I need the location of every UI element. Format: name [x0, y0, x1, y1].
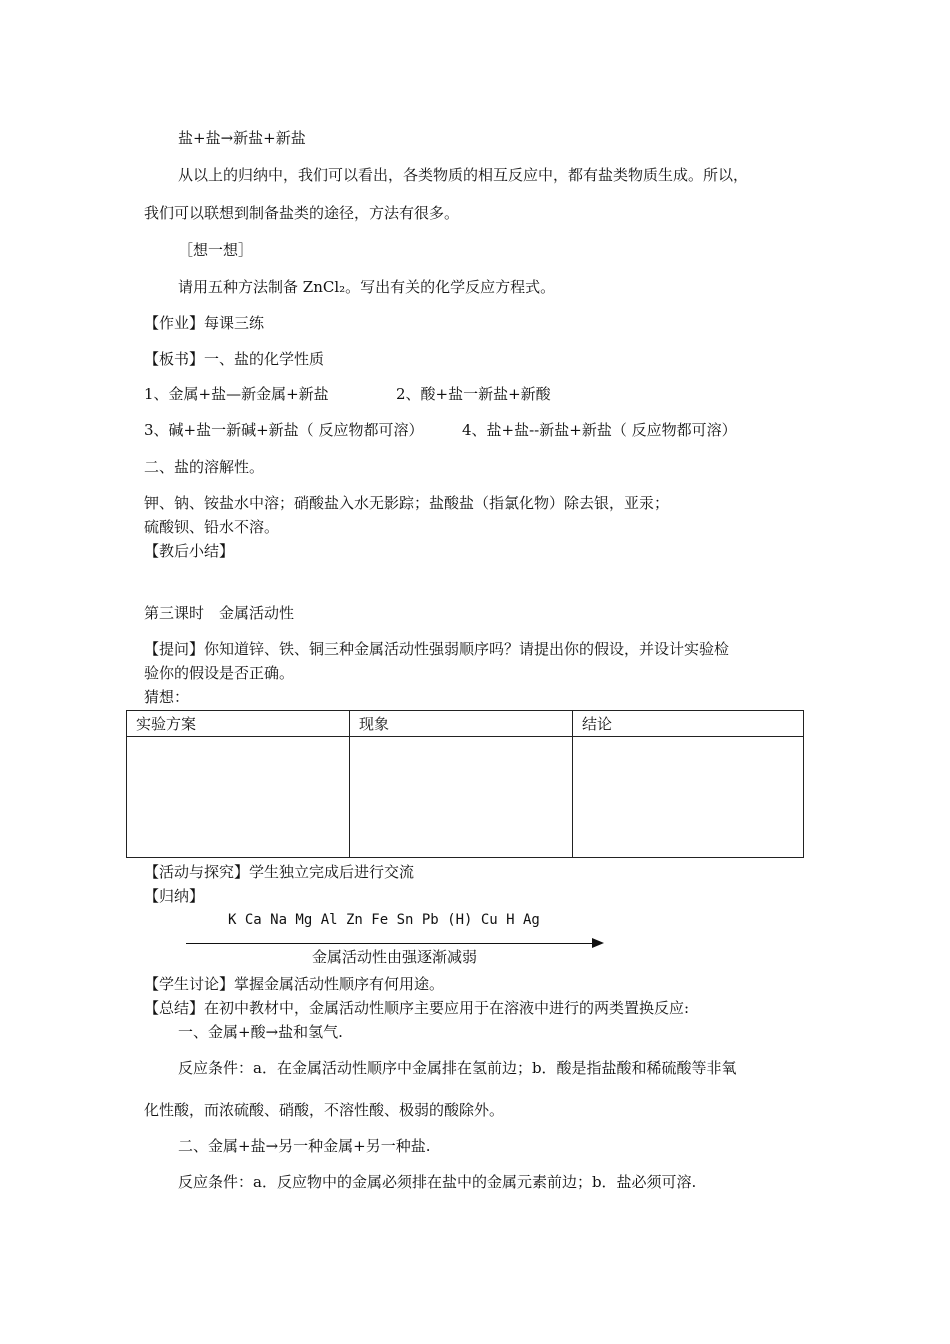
- text-line: 二、金属+盐→另一种金属+另一种盐.: [178, 1137, 431, 1155]
- table-header-cell: 实验方案: [136, 715, 197, 733]
- text-line: 请用五种方法制备 ZnCl₂。写出有关的化学反应方程式。: [178, 278, 556, 296]
- text-line: 【教后小结】: [144, 542, 235, 560]
- text-line: 【归纳】: [144, 887, 205, 905]
- text-line: 【板书】一、盐的化学性质: [144, 350, 325, 368]
- arrow-line: [186, 943, 594, 944]
- text-line: 反应条件：a．在金属活动性顺序中金属排在氢前边；b．酸是指盐酸和稀硫酸等非氧: [178, 1059, 737, 1077]
- table-header-row: [127, 711, 803, 737]
- text-line: 钾、钠、铵盐水中溶；硝酸盐入水无影踪；盐酸盐（指氯化物）除去银，亚汞；: [144, 494, 670, 512]
- text-line: 【学生讨论】掌握金属活动性顺序有何用途。: [144, 975, 445, 993]
- arrow-label: 金属活动性由强逐渐减弱: [312, 948, 478, 966]
- text-line: 【提问】你知道锌、铁、铜三种金属活动性强弱顺序吗？请提出你的假设，并设计实验检: [144, 640, 730, 658]
- activity-series: K Ca Na Mg Al Zn Fe Sn Pb (H) Cu H Ag: [228, 912, 540, 928]
- text-line: 我们可以联想到制备盐类的途径，方法有很多。: [144, 204, 460, 222]
- text-line: 4、盐+盐--新盐+新盐（ 反应物都可溶）: [462, 421, 737, 439]
- table-header-cell: 现象: [359, 715, 390, 733]
- table-divider: [572, 711, 573, 857]
- text-line: 化性酸，而浓硫酸、硝酸，不溶性酸、极弱的酸除外。: [144, 1101, 505, 1119]
- text-line: 反应条件：a．反应物中的金属必须排在盐中的金属元素前边；b．盐必须可溶.: [178, 1173, 697, 1191]
- text-line: 3、碱+盐一新碱+新盐（ 反应物都可溶）: [144, 421, 424, 439]
- text-line: 【活动与探究】学生独立完成后进行交流: [144, 863, 415, 881]
- table-header-cell: 结论: [582, 715, 613, 733]
- text-line: 硫酸钡、铅水不溶。: [144, 518, 280, 536]
- text-line: 二、盐的溶解性。: [144, 458, 265, 476]
- text-line: 2、酸+盐一新盐+新酸: [396, 385, 551, 403]
- text-line: 【作业】每课三练: [144, 314, 265, 332]
- section-title: 第三课时 金属活动性: [144, 604, 295, 622]
- text-line: 从以上的归纳中，我们可以看出，各类物质的相互反应中，都有盐类物质生成。所以，: [178, 166, 749, 184]
- text-line: 【总结】在初中教材中，金属活动性顺序主要应用于在溶液中进行的两类置换反应:: [144, 999, 690, 1017]
- text-line: 一、金属+酸→盐和氢气.: [178, 1023, 343, 1041]
- experiment-table: [126, 710, 804, 858]
- text-line: 盐+盐→新盐+新盐: [178, 129, 306, 147]
- arrow-right-icon: [592, 938, 604, 948]
- text-line: 1、金属+盐—新金属+新盐: [144, 385, 329, 403]
- text-line: 猜想：: [144, 688, 190, 706]
- table-divider: [349, 711, 350, 857]
- text-line: ［想一想］: [178, 241, 254, 259]
- text-line: 验你的假设是否正确。: [144, 664, 295, 682]
